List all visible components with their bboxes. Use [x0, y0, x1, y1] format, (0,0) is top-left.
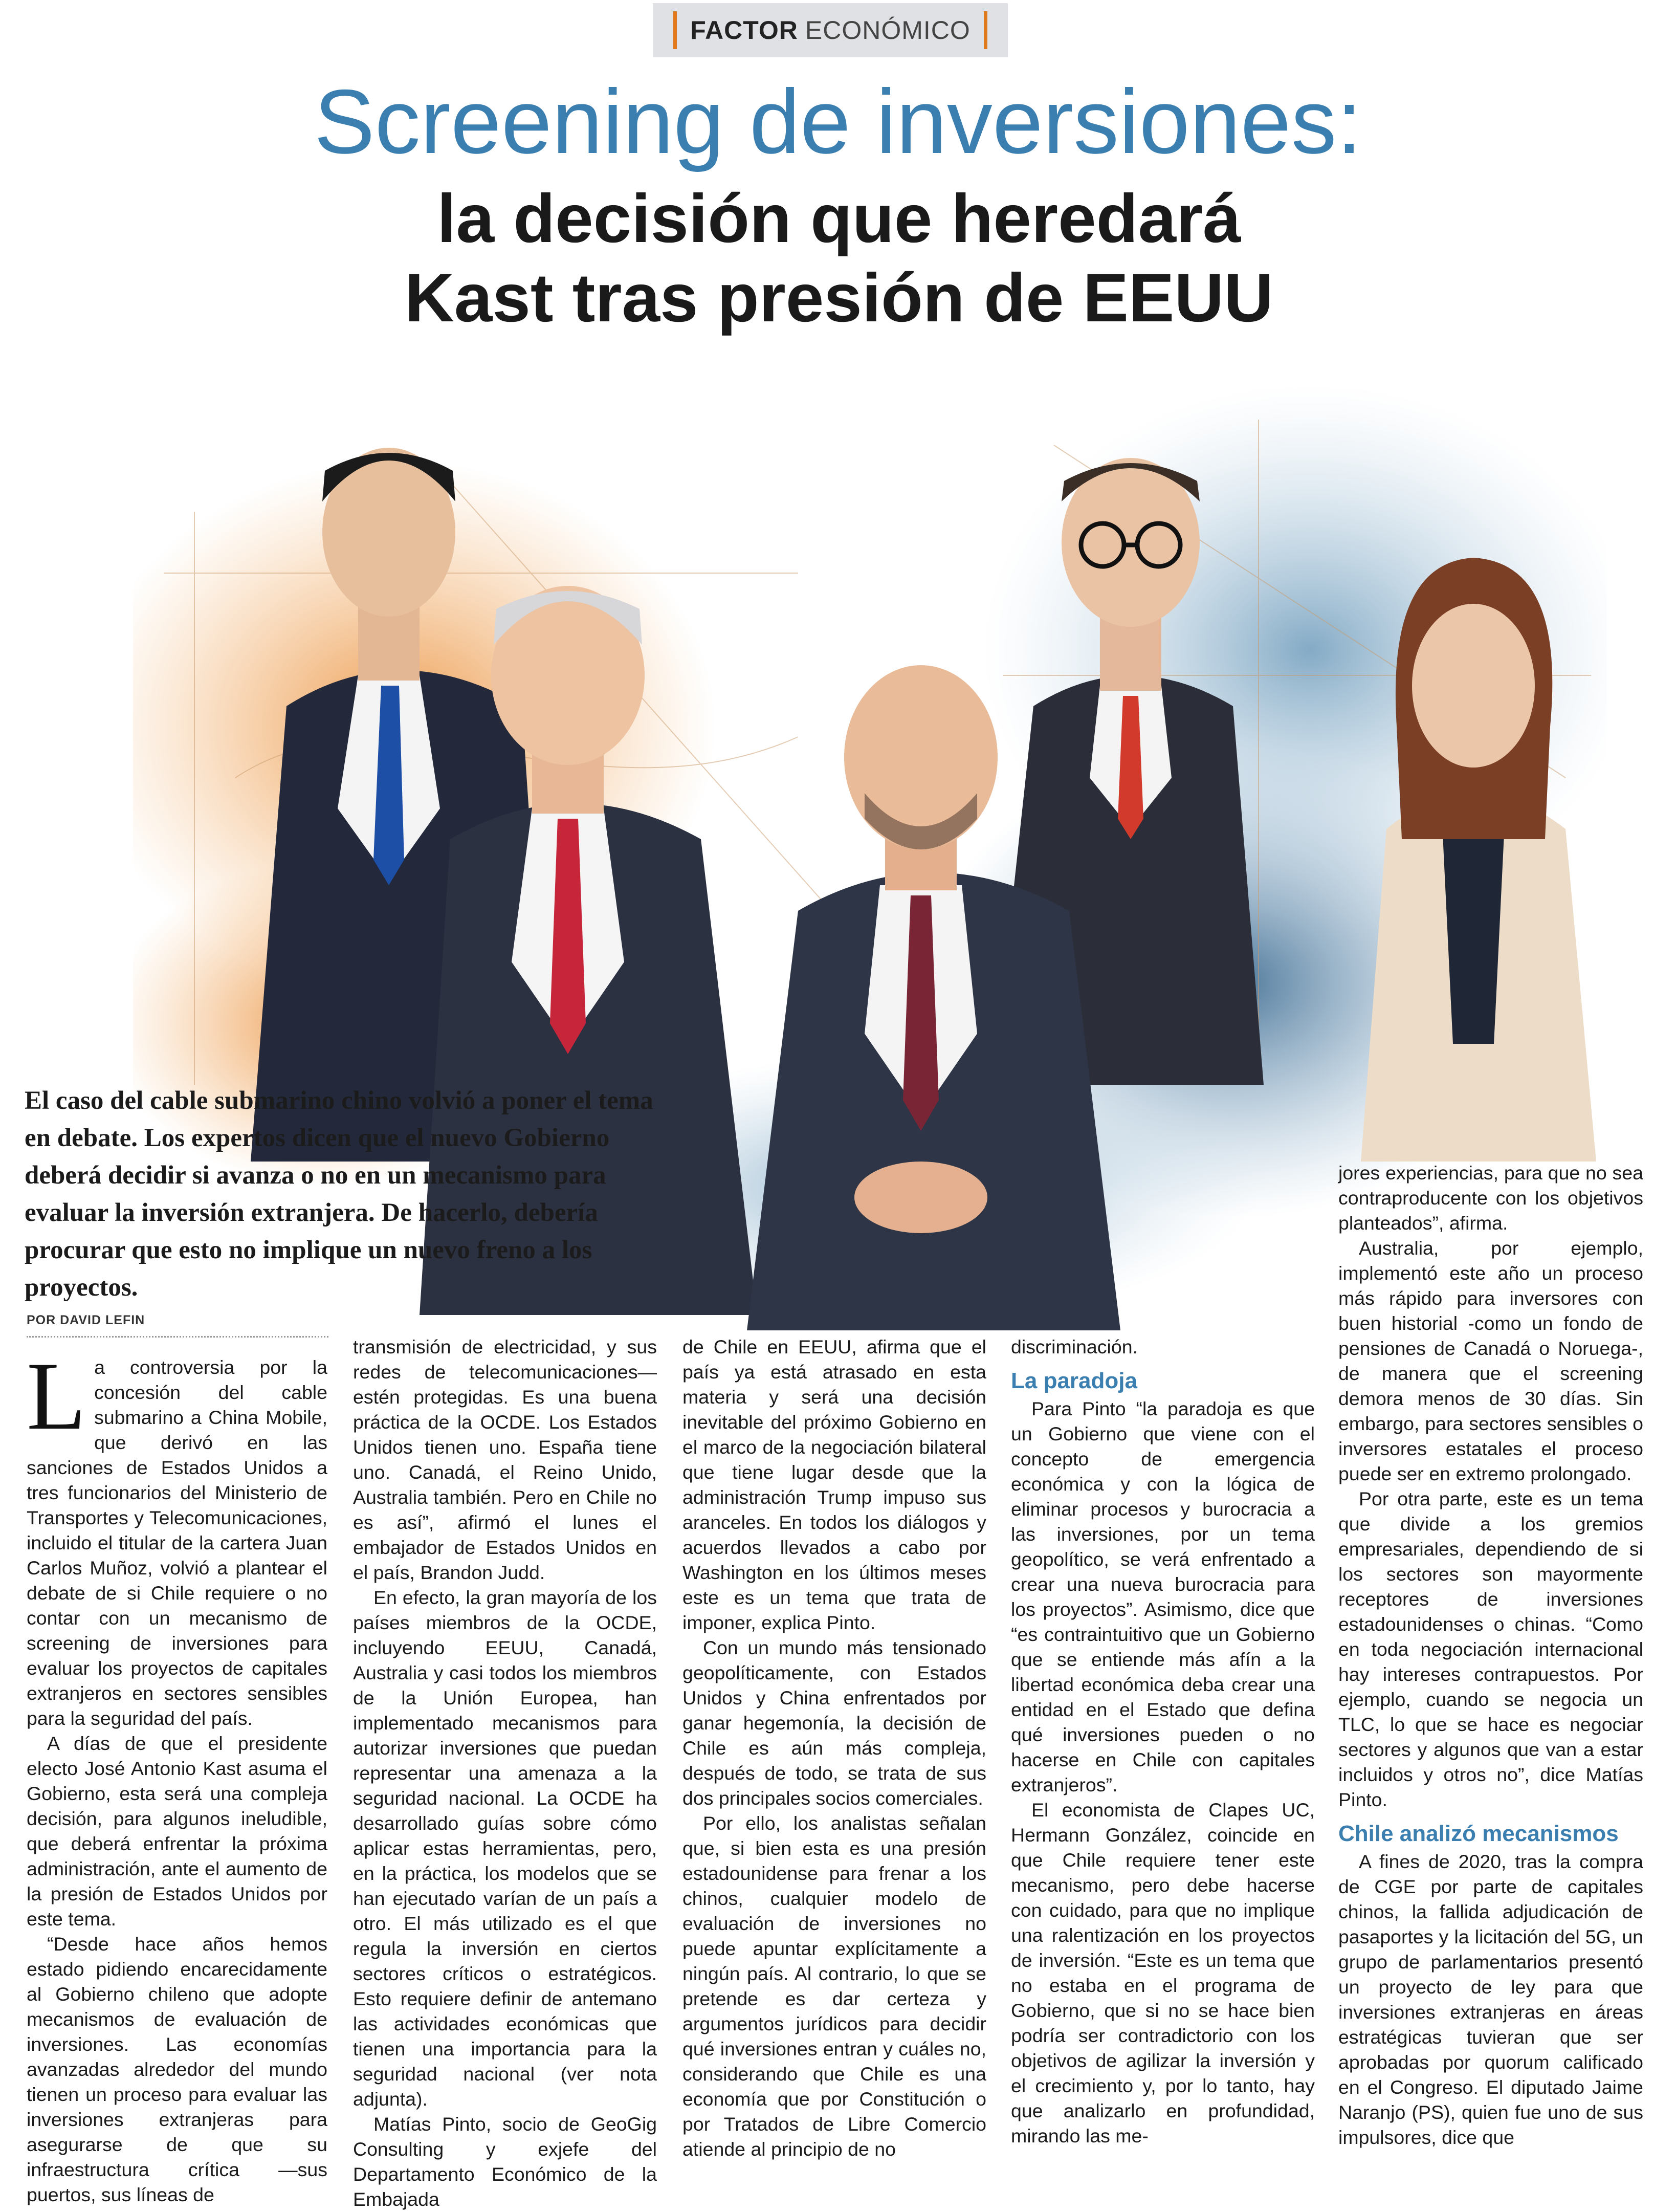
paragraph: El economista de Clapes UC, Hermann González, coincide en que Chile requiere tener este mecanismo, pero debe hacerse con cuidado, para que no implique una ralentización en los proyectos de inversión. “Este es un tema que no estaba en el programa de Gobierno, que si no se hace bien podría ser contradictorio con los objetivos de agilizar la inversión y el crecimiento y, por lo tanto, hay que analizarlo en profundidad, mirando las me-	[1011, 1799, 1315, 2147]
paragraph: discriminación.	[1011, 1336, 1138, 1357]
paragraph: a controversia por la concesión del cable submarino a China Mobile, que derivó en las sanciones de Estados Unidos a tres funcionarios del Ministerio de Transportes y Telecomunicaciones, incluido el titular de la cartera Juan Carlos Muñoz, volvió a plantear el debate de si Chile requiere o no contar con un mecanismo de screening de inversiones para evaluar los proyectos de capitales extranjeros en sectores sensibles para la seguridad del país.	[27, 1356, 327, 1729]
headline-line1: Screening de inversiones:	[314, 71, 1362, 172]
article-column-3	[682, 1334, 986, 2162]
paragraph: A fines de 2020, tras la compra de CGE por parte de capitales chinos, la fallida adjudicación de pasaportes y la licitación del 5G, un grupo de parlamentarios presentó un proyecto de ley para que inversiones extranjeras en áreas estratégicas tuvieran que ser aprobadas por quorum calificado en el Congreso. El diputado Jaime Naranjo (PS), quien fue uno de sus impulsores, dice que	[1338, 1851, 1643, 2148]
paragraph: Con un mundo más tensionado geopolíticamente, con Estados Unidos y China enfrentados por ganar hegemonía, la decisión de Chile es aún más compleja, después de todo, se trata de sus dos principales socios comerciales.	[682, 1637, 986, 1809]
paragraph: Australia, por ejemplo, implementó este año un proceso más rápido para inversores con buen historial -como un fondo de pensiones de Canadá o Noruega-, de manera que el screening demora menos de 30 días. Sin embargo, para sectores sensibles o inversores estatales el proceso puede ser en extremo prolongado.	[1338, 1237, 1643, 1484]
paragraph: transmisión de electricidad, y sus redes de telecomunicaciones— estén protegidas. Es una buena práctica de la OCDE. Los Estados Unidos tienen uno. España tiene uno. Canadá, el Reino Unido, Australia también. Pero en Chile no es así”, afirmó el lunes el embajador de Estados Unidos en el país, Brandon Judd.	[353, 1336, 657, 1583]
section-tag	[653, 3, 1008, 57]
paragraph: de Chile en EEUU, afirma que el país ya está atrasado en esta materia y será una decisión inevitable del próximo Gobierno en el marco de la negociación bilateral que tiene lugar desde que la administración Trump impuso sus aranceles. En todos los diálogos y acuerdos llevados a cabo por Washington en los últimos meses este es un tema que trata de imponer, explica Pinto.	[682, 1336, 986, 1633]
tag-bar-left	[673, 11, 677, 49]
subhead-chile-analizo-mecanismos: Chile analizó mecanismos	[1338, 1821, 1619, 1846]
section-keyword-light: ECONÓMICO	[805, 16, 971, 45]
article-column-5	[1338, 1160, 1643, 2150]
paragraph: Para Pinto “la paradoja es que un Gobierno que viene con el concepto de emergencia económica y con la lógica de eliminar procesos y burocracia a las inversiones, por un tema geopolítico, se verá enfrentado a crear una nueva burocracia para los proyectos”. Asimismo, dice que “es contraintuitivo que un Gobierno que se entiende más afín a la libertad económica deba crear una entidad en el Estado que defina qué inversiones pueden o no hacerse en Chile con capitales extranjeros”.	[1011, 1398, 1315, 1795]
subhead-la-paradoja: La paradoja	[1011, 1368, 1137, 1393]
paragraph: Por ello, los analistas señalan que, si bien esta es una presión estadounidense para frenar a los chinos, cualquier modelo de evaluación de inversiones no puede apuntar explícitamente a ningún país. Al contrario, lo que se pretende es dar certeza y argumentos jurídicos para decidir qué inversiones entran y cuáles no, considerando que Chile es una economía que por Constitución o por Tratados de Libre Comercio atiende al principio de no	[682, 1812, 986, 2160]
article-column-4	[1011, 1334, 1315, 2149]
paragraph: En efecto, la gran mayoría de los países miembros de la OCDE, incluyendo EEUU, Canadá, Australia y casi todos los miembros de la Unión Europea, han implementado mecanismos para autorizar inversiones que puedan representar una amenaza a la seguridad nacional. La OCDE ha desarrollado guías sobre cómo aplicar estas herramientas, pero, en la práctica, los modelos que se han ejecutado varían de un país a otro. El más utilizado es el que regula la inversión en ciertos sectores críticos o estratégicos. Esto requiere definir de antemano las actividades económicas que tienen una importancia para la seguridad nacional (ver nota adjunta).	[353, 1587, 657, 2110]
paragraph: “Desde hace años hemos estado pidiendo encarecidamente al Gobierno chileno que adopte mecanismos de evaluación de inversiones. Las economías avanzadas alrededor del mundo tienen un proceso para evaluar las inversiones extranjeras para asegurarse de que su infraestructura crítica —sus puertos, sus líneas de	[27, 1933, 327, 2205]
paragraph: jores experiencias, para que no sea contraproducente con los objetivos planteados”, afirma.	[1338, 1162, 1643, 1234]
byline: POR DAVID LEFIN	[27, 1313, 328, 1338]
dropcap: L	[27, 1343, 86, 1450]
clasped-hands	[854, 1162, 987, 1233]
headline-line2: la decisión que heredará Kast tras presión de EEUU	[405, 181, 1273, 337]
paragraph: Por otra parte, este es un tema que divide a los gremios empresariales, dependiendo de si los sectores son mayormente receptores de inversiones estadounidenses o chinas. “Como en toda negociación internacional hay intereses contrapuestos. Por ejemplo, cuando se negocia un TLC, lo que se hace es negociar sectores y algunos que van a estar incluidos y otros no”, dice Matías Pinto.	[1338, 1488, 1643, 1810]
paragraph: A días de que el presidente electo José Antonio Kast asuma el Gobierno, esta será una compleja decisión, para algunos ineludible, que deberá enfrentar la próxima administración, ante el aumento de la presión de Estados Unidos por este tema.	[27, 1733, 327, 1930]
article-column-1	[27, 1343, 327, 2207]
section-keyword-bold: FACTOR	[690, 16, 798, 45]
tag-bar-right	[984, 11, 987, 49]
article-column-2	[353, 1334, 657, 2212]
article-lead: El caso del cable submarino chino volvió a poner el tema en debate. Los expertos dicen que el nuevo Gobierno deberá decidir si avanza o no en un mecanismo para evaluar la inversión extranjera. De hacerlo, debería procurar que esto no implique un nuevo freno a los proyectos.	[25, 1086, 653, 1302]
paragraph: Matías Pinto, socio de GeoGig Consulting y exjefe del Departamento Económico de la Embajada	[353, 2113, 657, 2210]
